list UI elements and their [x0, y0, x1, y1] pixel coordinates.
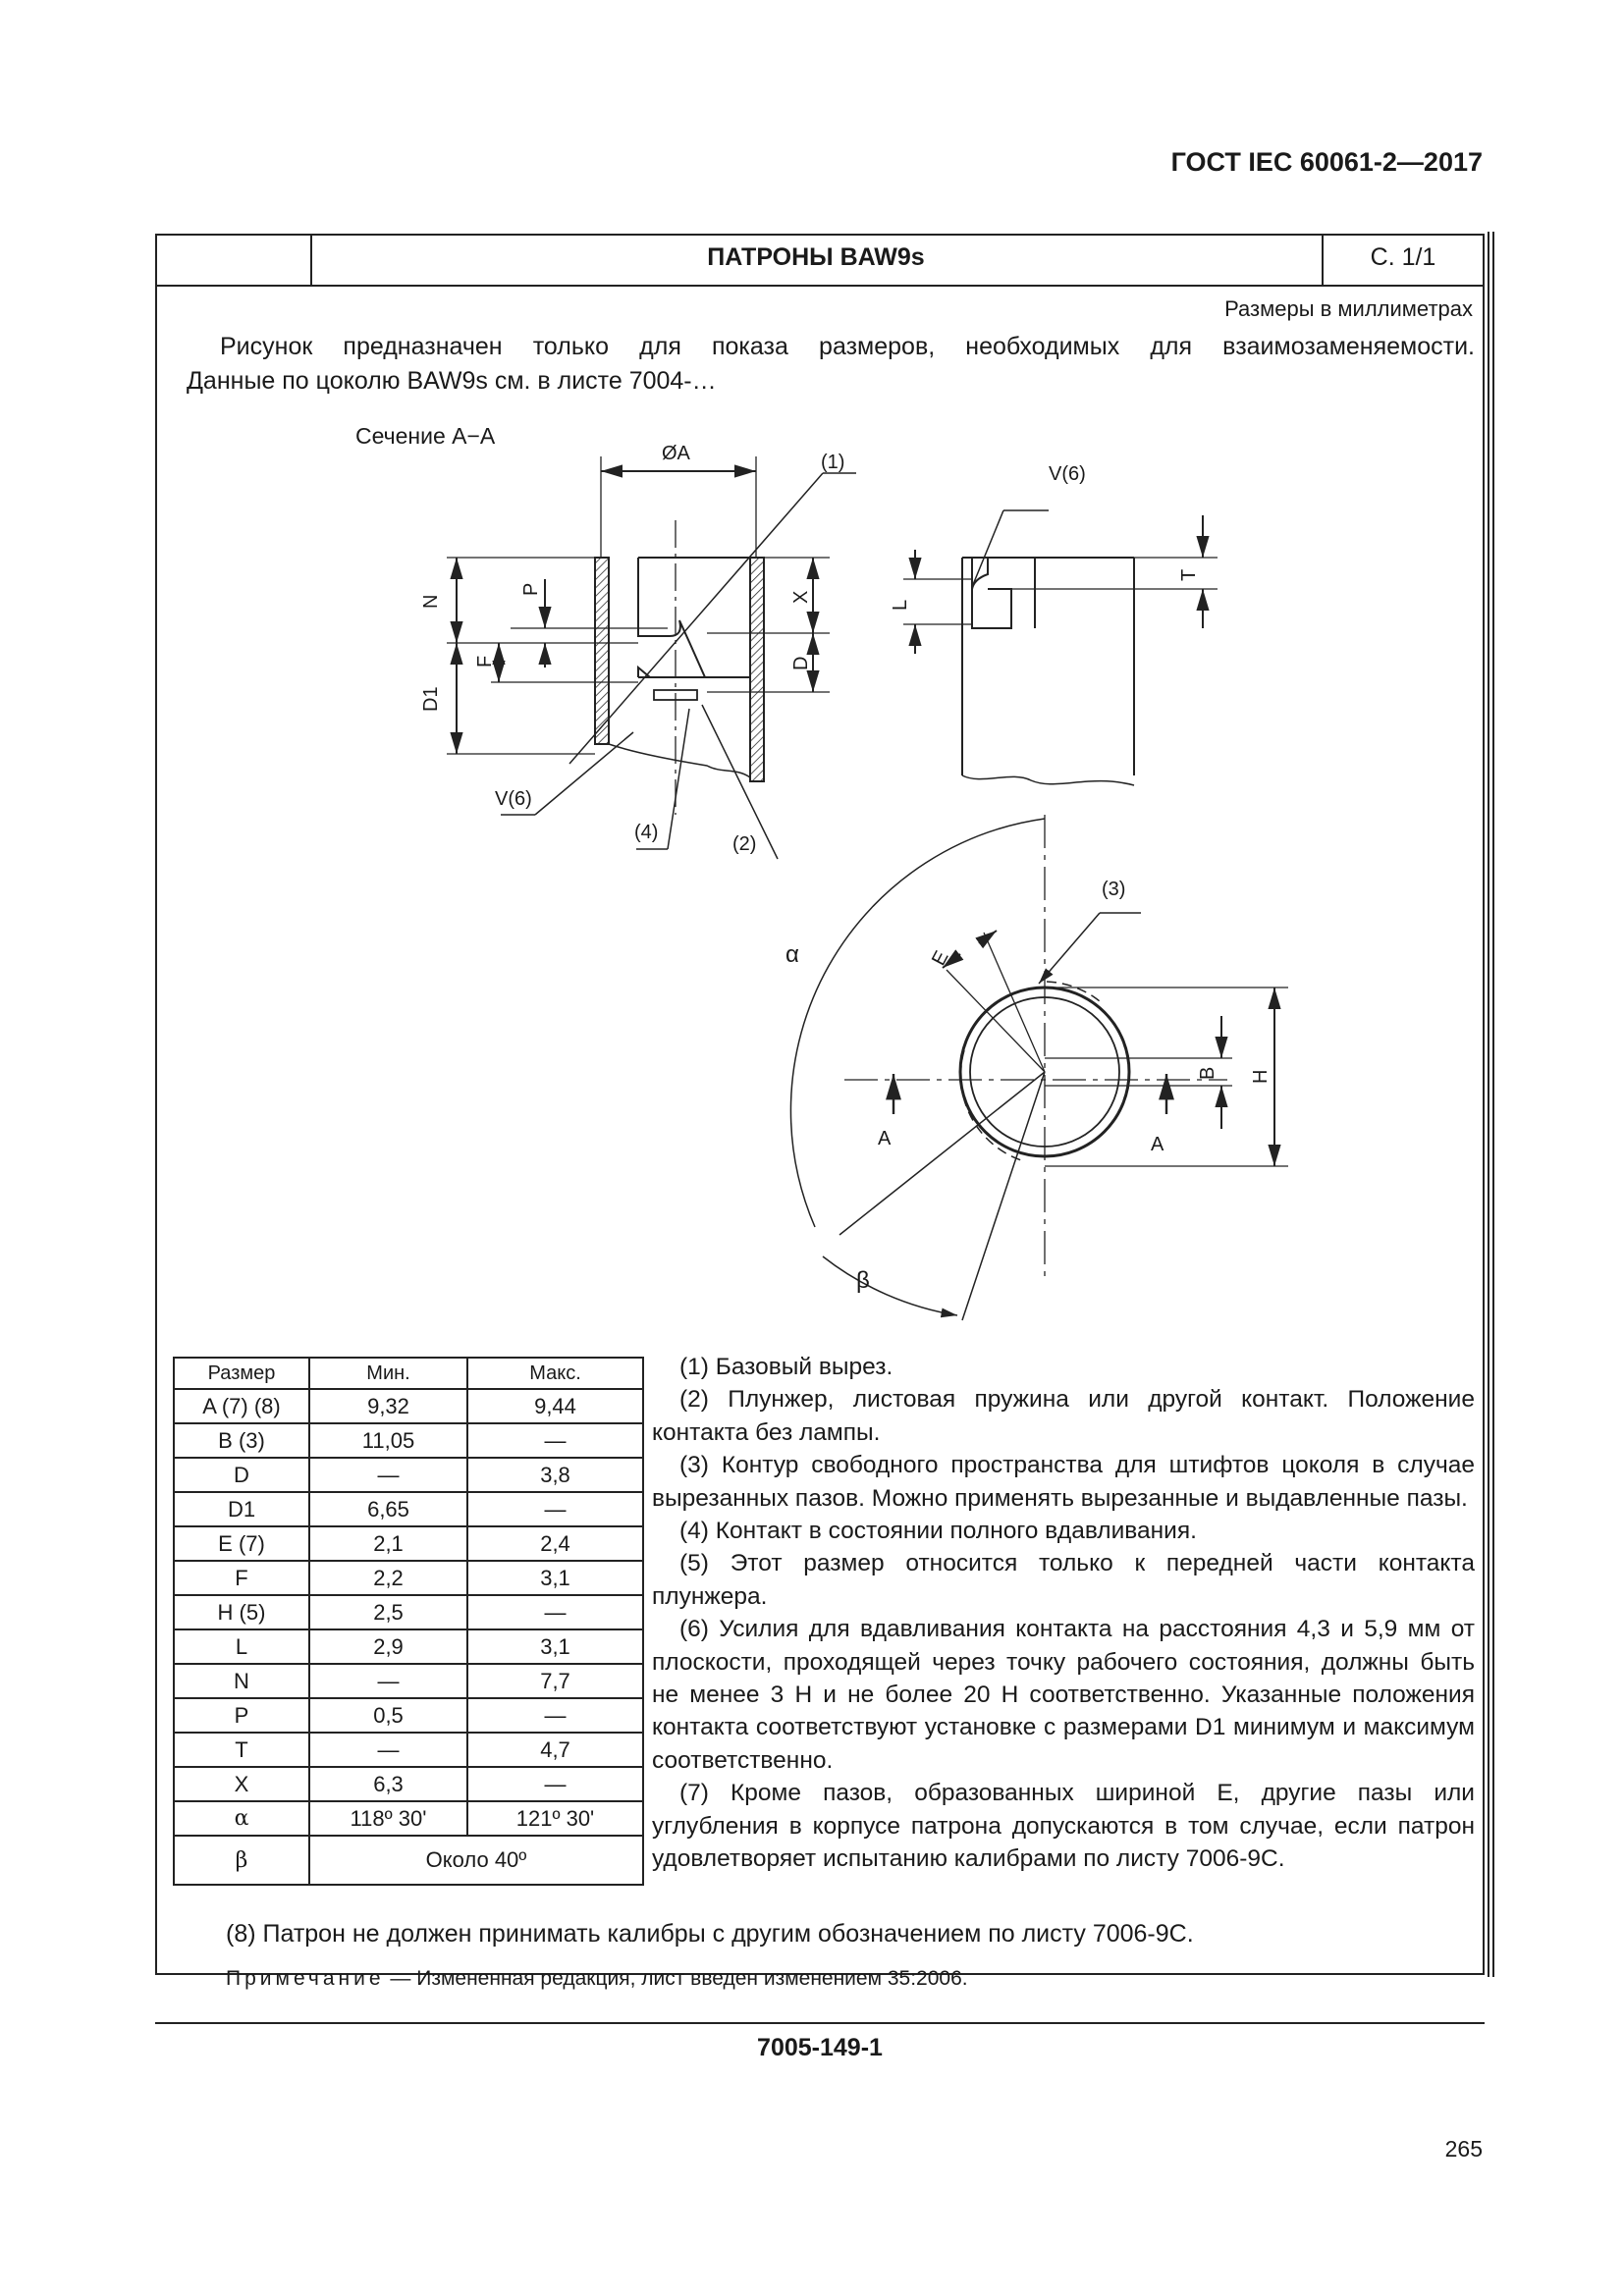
document-standard-header: ГОСТ IEC 60061-2—2017 [1170, 147, 1483, 177]
note-item: (6) Усилия для вдавливания контакта на расстояния 4,3 и 5,9 мм от плоскости, проходящей через точку рабочего состояния, должны быть не менее 3 Н и не более 20 Н соответственно. Указанные положения контакта соответствуют установке с размерами D1 минимум и максимум соответственно. [652, 1616, 1475, 1774]
note-item: (1) Базовый вырез. [679, 1354, 893, 1380]
table-cell: 7,7 [467, 1664, 643, 1698]
table-cell: 2,4 [467, 1526, 643, 1561]
dimensions-table [173, 1357, 644, 1886]
table-cell: B (3) [174, 1423, 309, 1458]
table-cell: 3,1 [467, 1629, 643, 1664]
table-cell: — [309, 1733, 467, 1767]
table-row [174, 1698, 643, 1733]
table-cell: H (5) [174, 1595, 309, 1629]
table-cell: 2,2 [309, 1561, 467, 1595]
callout-1: (1) [821, 452, 845, 473]
footer-row-divider [155, 2022, 1485, 2024]
dimension-dia-a: ØA [662, 443, 690, 464]
sheet-code: 7005-149-1 [757, 2034, 883, 2061]
intro-paragraph [187, 330, 1475, 399]
page-number: 265 [1444, 2136, 1483, 2162]
table-row [174, 1526, 643, 1561]
table-row [174, 1733, 643, 1767]
callout-4: (4) [634, 822, 659, 843]
table-cell: 4,7 [467, 1733, 643, 1767]
table-row [174, 1561, 643, 1595]
note-item: (7) Кроме пазов, образованных шириной E, другие пазы или углубления в корпусе патрона допускаются в том случае, если патрон удовлетворяет испытанию калибрами по листу 7006-9C. [652, 1780, 1475, 1873]
table-cell: P [174, 1698, 309, 1733]
column-header-min: Мин. [309, 1358, 467, 1389]
table-cell: α [174, 1801, 309, 1836]
table-row [174, 1836, 643, 1885]
table-row [174, 1492, 643, 1526]
table-cell: 2,5 [309, 1595, 467, 1629]
table-cell: 3,1 [467, 1561, 643, 1595]
side-view [903, 510, 1218, 785]
angle-alpha-label: α [785, 941, 799, 968]
table-row [174, 1801, 643, 1836]
table-row [174, 1389, 643, 1423]
units-note: Размеры в миллиметрах [1224, 296, 1473, 321]
section-mark-a-right: A [1151, 1134, 1164, 1155]
intro-line-1: Рисунок предназначен только для показа размеров, необходимых для взаимозаменяемости. [220, 333, 1475, 360]
dimension-x: X [790, 590, 812, 604]
table-cell: 11,05 [309, 1423, 467, 1458]
sheet-number: С. 1/1 [1370, 243, 1436, 271]
table-cell: 2,1 [309, 1526, 467, 1561]
dimension-f: F [474, 655, 496, 667]
dimension-n: N [420, 594, 442, 609]
table-cell: L [174, 1629, 309, 1664]
table-cell: — [467, 1767, 643, 1801]
table-row [174, 1664, 643, 1698]
remark [226, 1967, 968, 1991]
table-cell: — [467, 1698, 643, 1733]
table-cell: A (7) (8) [174, 1389, 309, 1423]
remark-label: Примечание [226, 1967, 385, 1990]
table-cell: 9,32 [309, 1389, 467, 1423]
note-8: (8) Патрон не должен принимать калибры с другим обозначением по листу 7006-9C. [226, 1920, 1194, 1948]
sheet-title: ПАТРОНЫ BAW9s [707, 243, 925, 271]
note-item: (2) Плунжер, листовая пружина или другой контакт. Положение контакта без лампы. [652, 1386, 1475, 1446]
technical-drawing [155, 412, 1485, 1345]
table-cell: E (7) [174, 1526, 309, 1561]
table-cell: F [174, 1561, 309, 1595]
table-row [174, 1767, 643, 1801]
table-cell: 3,8 [467, 1458, 643, 1492]
dimension-b: B [1197, 1066, 1218, 1080]
angle-beta-label: β [856, 1267, 870, 1294]
dimension-h: H [1250, 1069, 1272, 1084]
dimension-d1: D1 [420, 686, 442, 712]
table-cell: 9,44 [467, 1389, 643, 1423]
table-cell: — [309, 1664, 467, 1698]
table-cell: β [174, 1836, 309, 1885]
dimension-l: L [890, 599, 911, 611]
note-item: (5) Этот размер относится только к передней части контакта плунжера. [652, 1550, 1475, 1610]
table-cell: — [467, 1492, 643, 1526]
table-cell: — [467, 1423, 643, 1458]
table-cell: 121º 30' [467, 1801, 643, 1836]
dimension-e: E [927, 947, 953, 970]
column-header-max: Макс. [467, 1358, 643, 1389]
table-cell: T [174, 1733, 309, 1767]
column-header-size: Размер [174, 1358, 309, 1389]
table-row [174, 1629, 643, 1664]
notes-list [652, 1351, 1475, 1876]
section-label: Сечение А−А [355, 423, 496, 449]
remark-text: — Измененная редакция, лист введен изменением 35:2006. [384, 1967, 968, 1990]
callout-3: (3) [1102, 879, 1126, 900]
callout-v6-section: V(6) [495, 788, 532, 810]
table-cell: 118º 30' [309, 1801, 467, 1836]
table-cell-merged: Около 40º [309, 1836, 643, 1885]
dimension-d: D [790, 656, 812, 670]
table-cell: X [174, 1767, 309, 1801]
table-row [174, 1595, 643, 1629]
table-cell: — [467, 1595, 643, 1629]
section-mark-a-left: A [878, 1128, 892, 1149]
table-cell: 6,65 [309, 1492, 467, 1526]
table-cell: N [174, 1664, 309, 1698]
table-cell: — [309, 1458, 467, 1492]
table-cell: 0,5 [309, 1698, 467, 1733]
table-cell: 2,9 [309, 1629, 467, 1664]
frame-double-rule [1488, 232, 1489, 1977]
table-header-row [174, 1358, 643, 1389]
table-row [174, 1423, 643, 1458]
frame-double-rule [1492, 232, 1494, 1977]
table-row [174, 1458, 643, 1492]
intro-line-2: Данные по цоколю BAW9s см. в листе 7004-… [187, 367, 717, 395]
dimension-p: P [520, 582, 542, 596]
callout-v6-side: V(6) [1049, 463, 1086, 485]
table-cell: 6,3 [309, 1767, 467, 1801]
note-item: (3) Контур свободного пространства для штифтов цоколя в случае вырезанных пазов. Можно применять вырезанные и выдавленные пазы. [652, 1452, 1475, 1512]
table-cell: D1 [174, 1492, 309, 1526]
callout-2: (2) [732, 833, 757, 855]
dimension-t: T [1178, 568, 1200, 581]
note-item: (4) Контакт в состоянии полного вдавливания. [679, 1518, 1197, 1545]
table-cell: D [174, 1458, 309, 1492]
title-row-divider [155, 285, 1485, 287]
